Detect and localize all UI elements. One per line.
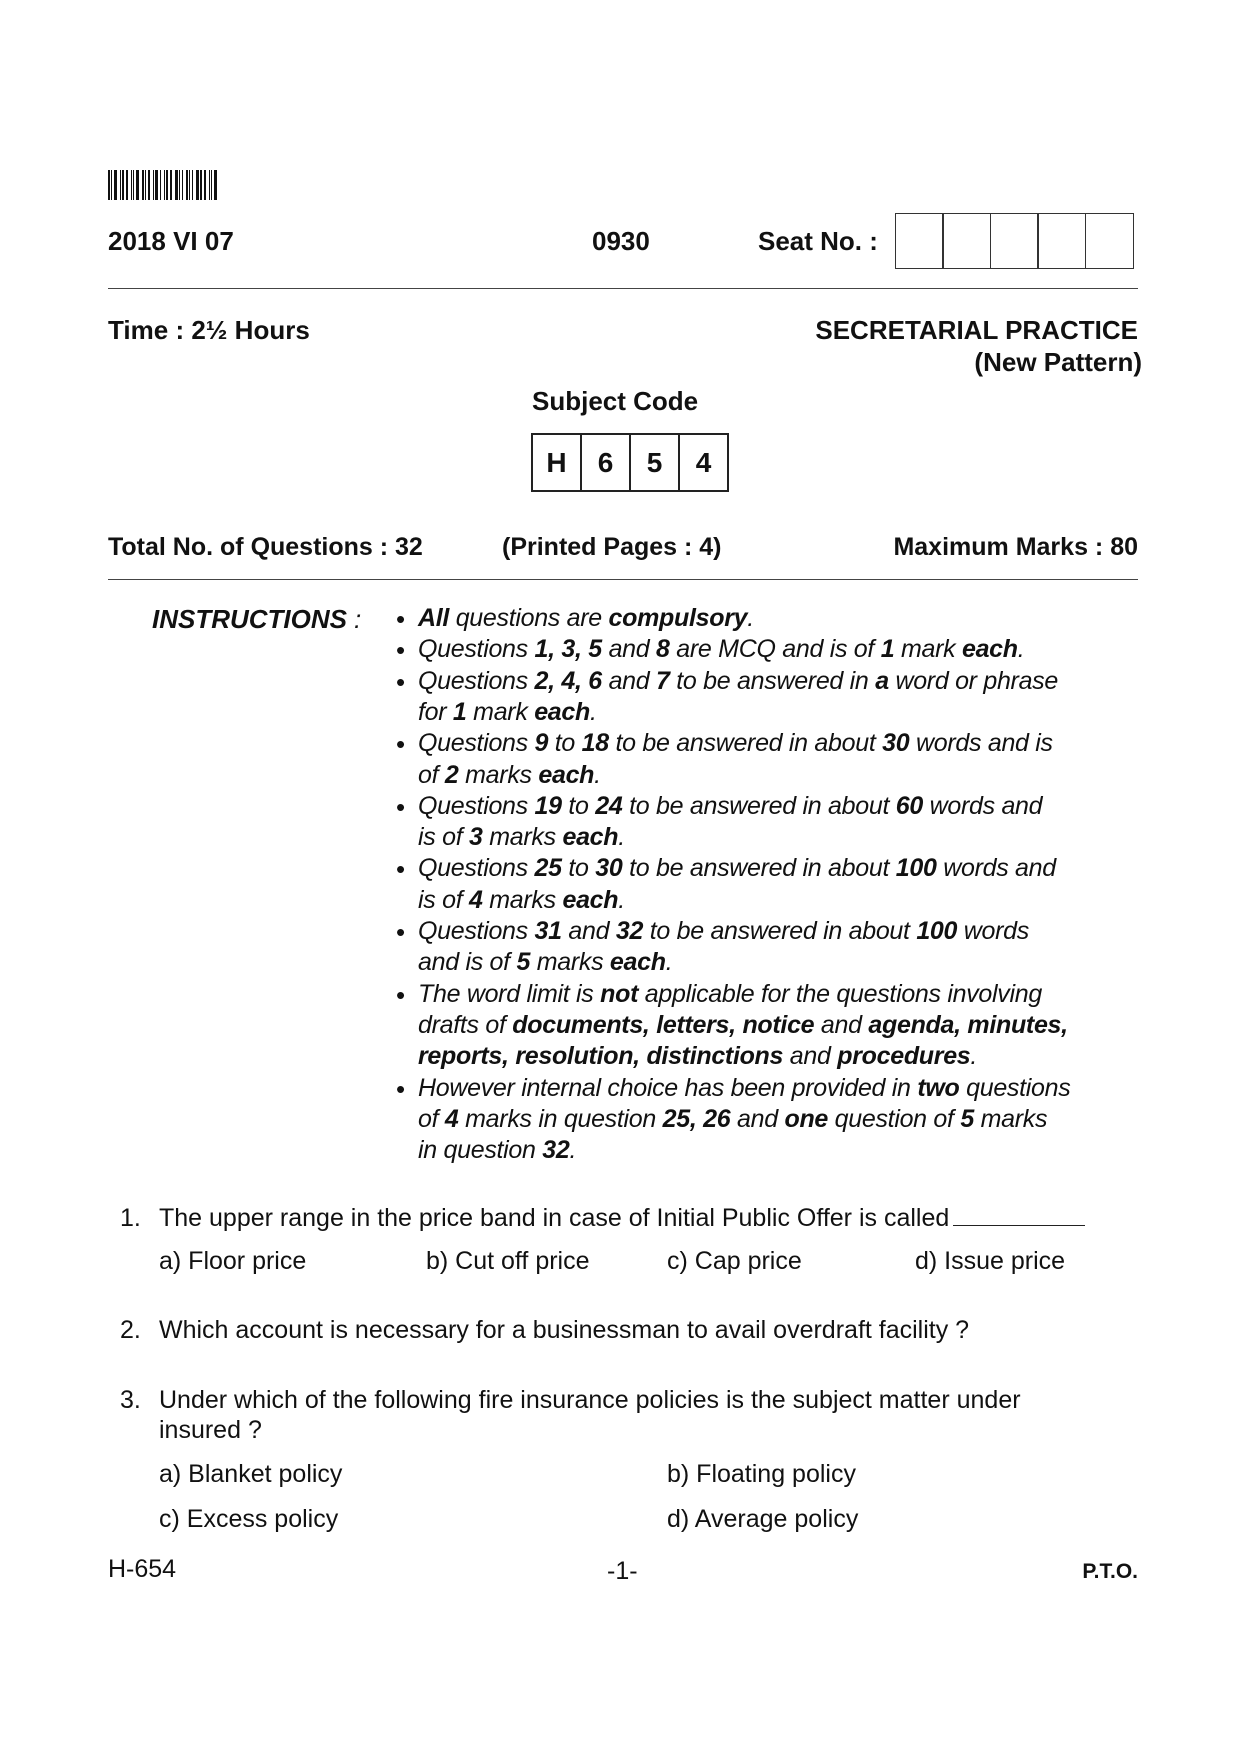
seat-box	[1037, 213, 1086, 269]
instruction-line: Questions 1, 3, 5 and 8 are MCQ and is of 1 mark each.	[418, 635, 1025, 664]
question-3-option-b: b) Floating policy	[667, 1460, 856, 1488]
barcode-bar	[111, 170, 112, 200]
divider	[108, 579, 1138, 580]
instruction-bullet: •	[396, 791, 406, 822]
subject-pattern: (New Pattern)	[974, 347, 1142, 377]
barcode-bar	[148, 170, 150, 200]
subject-code-char: 5	[629, 433, 680, 492]
subject-code-label: Subject Code	[532, 386, 699, 416]
instruction-line: in question 32.	[418, 1136, 577, 1165]
instruction-line: reports, resolution, distinctions and procedures.	[418, 1042, 978, 1071]
question-2-text: Which account is necessary for a businessman to avail overdraft facility ?	[159, 1316, 970, 1344]
instruction-line: All questions are compulsory.	[418, 604, 754, 632]
total-questions: Total No. of Questions : 32	[108, 533, 423, 561]
barcode-bar	[131, 170, 132, 200]
subject-code-char: 6	[580, 433, 631, 492]
instruction-bullet: •	[396, 635, 406, 666]
question-3-text-line1: Under which of the following fire insurance policies is the subject matter under	[159, 1386, 1021, 1414]
paper-code: 2018 VI 07	[108, 226, 234, 256]
barcode-bar	[164, 170, 165, 200]
instruction-line: drafts of documents, letters, notice and agenda, minutes,	[418, 1010, 1068, 1039]
barcode-bar	[170, 170, 172, 200]
footer-code: H-654	[108, 1555, 177, 1583]
question-1-option-c: c) Cap price	[667, 1247, 802, 1275]
instruction-line: and is of 5 marks each.	[418, 948, 673, 977]
instruction-line: The word limit is not applicable for the questions involving	[418, 979, 1042, 1008]
instruction-bullet: •	[396, 917, 406, 947]
barcode-bar	[145, 170, 146, 200]
question-3-option-c: c) Excess policy	[159, 1505, 339, 1533]
answer-blank	[953, 1225, 1085, 1226]
barcode-bar	[179, 170, 180, 200]
printed-pages: (Printed Pages : 4)	[502, 533, 722, 561]
barcode-bar	[204, 170, 206, 200]
subject-title: SECRETARIAL PRACTICE	[815, 315, 1138, 345]
instruction-bullet: •	[396, 604, 406, 634]
instruction-line: of 4 marks in question 25, 26 and one question of 5 marks	[418, 1104, 1048, 1133]
barcode-bar	[211, 170, 212, 200]
barcode-bar	[214, 170, 217, 200]
instruction-bullet: •	[396, 666, 406, 697]
question-3-option-d: d) Average policy	[667, 1505, 859, 1533]
barcode-bar	[126, 170, 128, 200]
instruction-line: is of 4 marks each.	[418, 885, 625, 914]
instruction-line: However internal choice has been provided in two questions	[418, 1073, 1071, 1102]
question-1-text: The upper range in the price band in case of Initial Public Offer is called	[159, 1204, 1085, 1233]
barcode-bar	[209, 170, 210, 200]
subject-code-boxes	[533, 433, 729, 492]
maximum-marks: Maximum Marks : 80	[893, 533, 1138, 561]
barcode-bar	[175, 170, 178, 200]
seat-box	[942, 213, 991, 269]
seat-box	[895, 213, 944, 269]
barcode-bar	[166, 170, 168, 200]
time-allowed: Time : 2½ Hours	[108, 315, 310, 345]
instructions-colon: :	[354, 604, 362, 634]
barcode-bar	[122, 170, 124, 200]
instruction-line: Questions 19 to 24 to be answered in about 60 words and	[418, 791, 1043, 820]
question-3-option-a: a) Blanket policy	[159, 1460, 343, 1488]
barcode-bar	[120, 170, 121, 200]
instruction-line: Questions 25 to 30 to be answered in about 100 words and	[418, 854, 1056, 883]
question-1-option-b: b) Cut off price	[426, 1247, 590, 1275]
instruction-bullet: •	[396, 979, 406, 1010]
barcode	[108, 170, 248, 200]
center-code: 0930	[592, 226, 650, 256]
question-3-text-line2: insured ?	[159, 1416, 262, 1444]
barcode-bar	[192, 170, 193, 200]
question-number: 1.	[120, 1204, 141, 1232]
question-1-option-a: a) Floor price	[159, 1247, 307, 1275]
instruction-line: Questions 31 and 32 to be answered in about 100 words	[418, 917, 1029, 945]
instruction-bullet: •	[396, 854, 406, 885]
instruction-line: is of 3 marks each.	[418, 823, 625, 852]
question-1-option-d: d) Issue price	[915, 1247, 1066, 1275]
instruction-bullet: •	[396, 729, 406, 760]
barcode-bar	[189, 170, 190, 200]
instruction-line: for 1 mark each.	[418, 697, 597, 726]
barcode-bar	[196, 170, 199, 200]
subject-code-char: 4	[678, 433, 729, 492]
page-number: -1-	[607, 1557, 638, 1585]
barcode-bar	[200, 170, 202, 200]
barcode-bar	[142, 170, 144, 200]
instruction-line: of 2 marks each.	[418, 760, 601, 789]
barcode-bar	[136, 170, 139, 200]
seat-no-label: Seat No. :	[758, 226, 878, 256]
question-number: 3.	[120, 1386, 141, 1414]
seat-number-boxes	[896, 213, 1134, 269]
barcode-bar	[114, 170, 117, 200]
seat-box	[1085, 213, 1134, 269]
instruction-line: Questions 2, 4, 6 and 7 to be answered in a word or phrase	[418, 666, 1058, 695]
barcode-bar	[160, 170, 161, 200]
instruction-line: Questions 9 to 18 to be answered in about 30 words and is	[418, 729, 1053, 758]
barcode-bar	[186, 170, 188, 200]
please-turn-over: P.T.O.	[1082, 1560, 1138, 1583]
instructions-label: INSTRUCTIONS	[152, 604, 347, 634]
barcode-bar	[182, 170, 183, 200]
question-number: 2.	[120, 1316, 141, 1344]
instruction-bullet: •	[396, 1073, 406, 1104]
barcode-bar	[108, 170, 110, 200]
barcode-bar	[155, 170, 158, 200]
divider	[108, 288, 1138, 289]
seat-box	[990, 213, 1039, 269]
barcode-bar	[153, 170, 154, 200]
subject-code-char: H	[531, 433, 582, 492]
barcode-bar	[133, 170, 134, 200]
